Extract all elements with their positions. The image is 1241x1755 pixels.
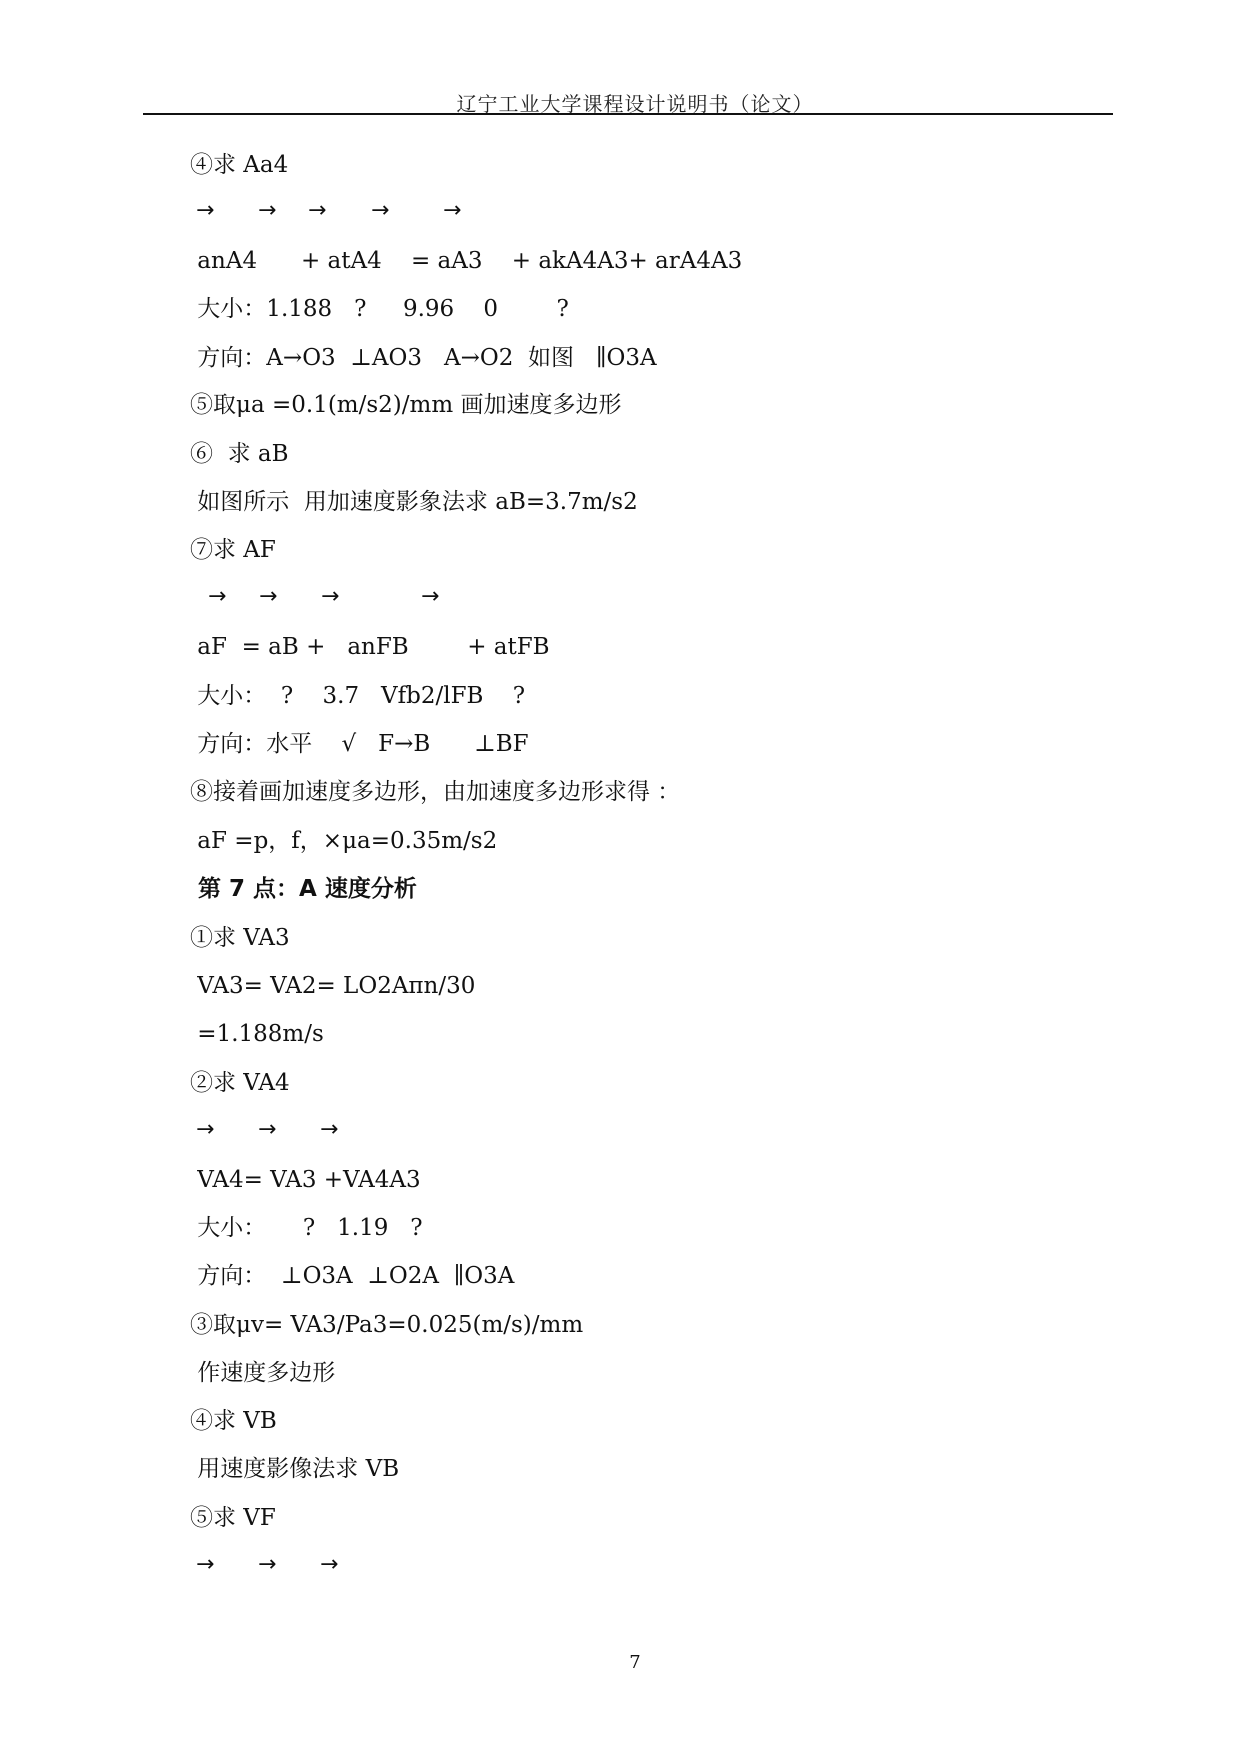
- text-line-5: 方向：A→O3 ⊥AO3 A→O2 如图 ∥O3A: [190, 345, 657, 371]
- text-line-4: 大小：1.188 ? 9.96 0 ?: [190, 296, 569, 322]
- vector-arrow-row-3: [0, 1115, 800, 1145]
- text-line-3: anA4 + atA4 = aA3 + akA4A3+ arA4A3: [190, 248, 743, 274]
- vector-arrow-icon: →: [196, 198, 215, 223]
- vector-arrow-icon: →: [208, 584, 227, 609]
- vector-arrow-icon: →: [258, 1117, 277, 1142]
- text-line-9: ⑦求 AF: [190, 537, 276, 563]
- text-line-1: ④求 Aa4: [190, 152, 289, 178]
- vector-arrow-icon: →: [258, 198, 277, 223]
- text-line-7: ⑥ 求 aB: [190, 441, 289, 467]
- text-line-15: aF =p，f，×μa=0.35m/s2: [190, 828, 498, 854]
- vector-arrow-icon: →: [443, 198, 462, 223]
- text-line-11: aF = aB + anFB + atFB: [190, 634, 550, 660]
- text-line-28: 用速度影像法求 VB: [190, 1456, 400, 1482]
- text-line-29: ⑤求 VF: [190, 1505, 276, 1531]
- text-line-17: ①求 VA3: [190, 925, 290, 951]
- text-line-25: ③取μv= VA3/Pa3=0.025(m/s)/mm: [190, 1312, 584, 1338]
- vector-arrow-icon: →: [320, 1117, 339, 1142]
- text-line-12: 大小： ? 3.7 Vfb2/lFB ?: [190, 683, 526, 709]
- page-number: 7: [629, 1652, 641, 1673]
- vector-arrow-row-2: [0, 582, 800, 612]
- vector-arrow-icon: →: [258, 1552, 277, 1577]
- vector-arrow-icon: →: [321, 584, 340, 609]
- vector-arrow-row-4: [0, 1550, 800, 1580]
- vector-arrow-icon: →: [320, 1552, 339, 1577]
- text-line-19: =1.188m/s: [190, 1021, 324, 1047]
- vector-arrow-icon: →: [196, 1117, 215, 1142]
- text-line-20: ②求 VA4: [190, 1070, 290, 1096]
- header-divider: [143, 113, 1113, 115]
- page-header-title: 辽宁工业大学课程设计说明书（论文）: [456, 92, 814, 116]
- text-line-18: VA3= VA2= LO2Aπn/30: [190, 973, 476, 999]
- text-line-14: ⑧接着画加速度多边形，由加速度多边形求得 ：: [190, 779, 681, 805]
- text-line-22: VA4= VA3 +VA4A3: [190, 1167, 421, 1193]
- vector-arrow-icon: →: [421, 584, 440, 609]
- text-line-6: ⑤取μa =0.1(m/s2)/mm 画加速度多边形: [190, 392, 622, 418]
- vector-arrow-row-1: [0, 196, 800, 226]
- text-line-26: 作速度多边形: [190, 1360, 336, 1386]
- vector-arrow-icon: →: [259, 584, 278, 609]
- vector-arrow-icon: →: [371, 198, 390, 223]
- text-line-27: ④求 VB: [190, 1408, 277, 1434]
- section-heading: 第 7 点：A 速度分析: [190, 876, 417, 902]
- text-line-8: 如图所示 用加速度影象法求 aB=3.7m/s2: [190, 489, 638, 515]
- vector-arrow-icon: →: [196, 1552, 215, 1577]
- text-line-24: 方向： ⊥O3A ⊥O2A ∥O3A: [190, 1263, 515, 1289]
- text-line-23: 大小： ? 1.19 ?: [190, 1215, 423, 1241]
- vector-arrow-icon: →: [308, 198, 327, 223]
- text-line-13: 方向：水平 √ F→B ⊥BF: [190, 731, 529, 757]
